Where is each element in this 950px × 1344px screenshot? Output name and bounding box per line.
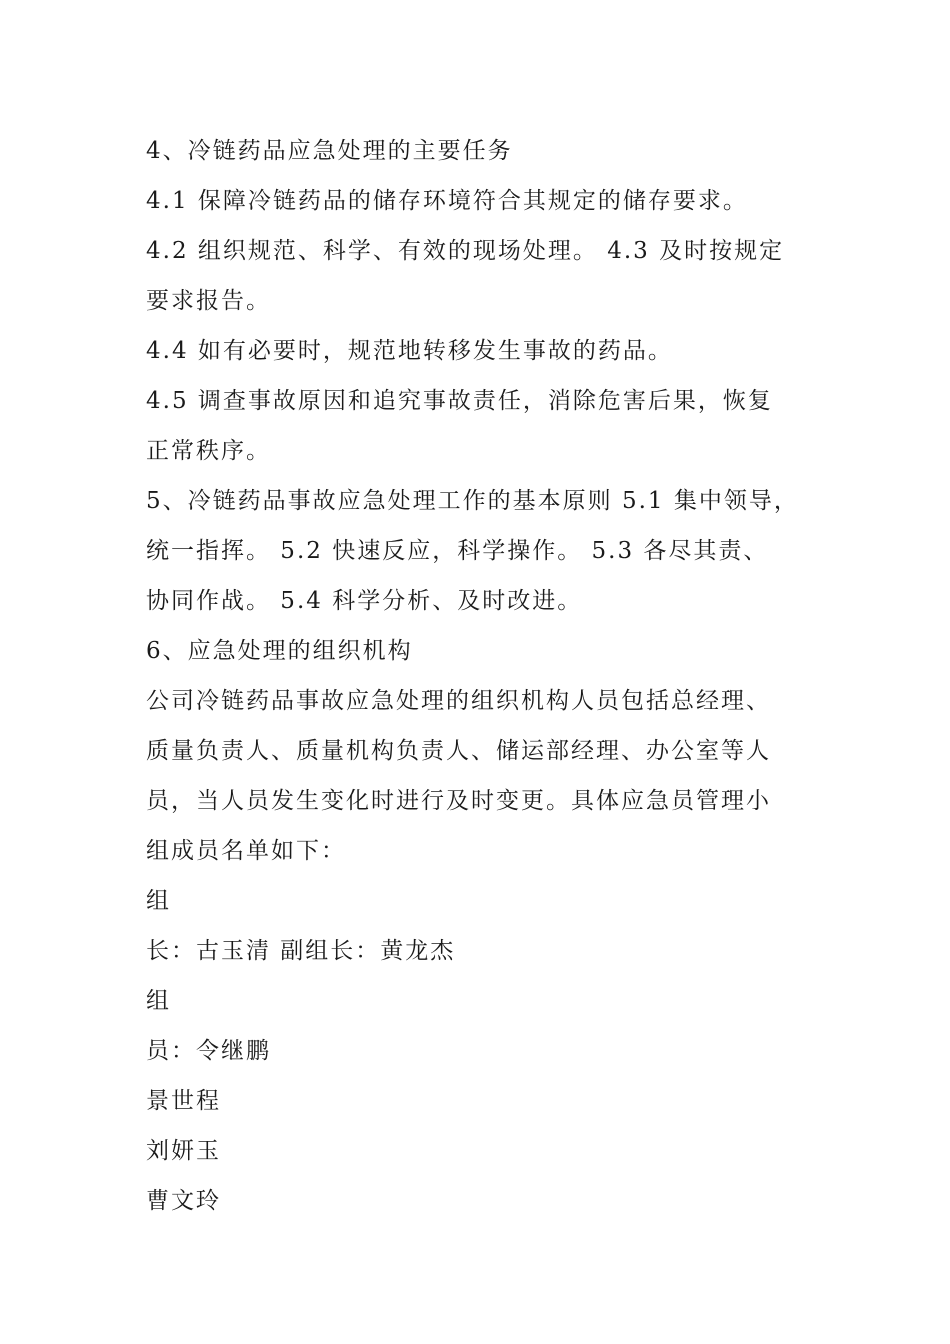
group-member-label: 组 bbox=[146, 988, 171, 1014]
organization-paragraph-line-2: 质量负责人、质量机构负责人、储运部经理、办公室等人 bbox=[146, 738, 771, 764]
item-4-5-continued: 正常秩序。 bbox=[146, 438, 271, 464]
item-4-1: 4.1 保障冷链药品的储存环境符合其规定的储存要求。 bbox=[146, 188, 748, 214]
group-member-name: 刘妍玉 bbox=[146, 1138, 221, 1164]
document-body bbox=[146, 126, 846, 1226]
organization-paragraph-line-1: 公司冷链药品事故应急处理的组织机构人员包括总经理、 bbox=[146, 688, 771, 714]
organization-paragraph-line-3: 员，当人员发生变化时进行及时变更。具体应急员管理小 bbox=[146, 788, 771, 814]
group-leader-names: 长：古玉清 副组长：黄龙杰 bbox=[146, 938, 456, 964]
item-4-4: 4.4 如有必要时，规范地转移发生事故的药品。 bbox=[146, 338, 673, 364]
group-member-name: 曹文玲 bbox=[146, 1188, 221, 1214]
group-member-first: 员：令继鹏 bbox=[146, 1038, 271, 1064]
organization-paragraph-line-4: 组成员名单如下： bbox=[146, 838, 346, 864]
group-leader-label: 组 bbox=[146, 888, 171, 914]
item-4-5: 4.5 调查事故原因和追究事故责任，消除危害后果，恢复 bbox=[146, 388, 773, 414]
section-4-heading: 4、冷链药品应急处理的主要任务 bbox=[146, 138, 513, 164]
item-4-3-continued: 要求报告。 bbox=[146, 288, 271, 314]
section-6-heading: 6、应急处理的组织机构 bbox=[146, 638, 413, 664]
section-5-heading: 5、冷链药品事故应急处理工作的基本原则 5.1 集中领导， bbox=[146, 488, 799, 514]
item-4-2-4-3: 4.2 组织规范、科学、有效的现场处理。 4.3 及时按规定 bbox=[146, 238, 785, 264]
section-5-principles-continued: 协同作战。 5.4 科学分析、及时改进。 bbox=[146, 588, 583, 614]
group-member-name: 景世程 bbox=[146, 1088, 221, 1114]
section-5-principles: 统一指挥。 5.2 快速反应，科学操作。 5.3 各尽其责、 bbox=[146, 538, 769, 564]
